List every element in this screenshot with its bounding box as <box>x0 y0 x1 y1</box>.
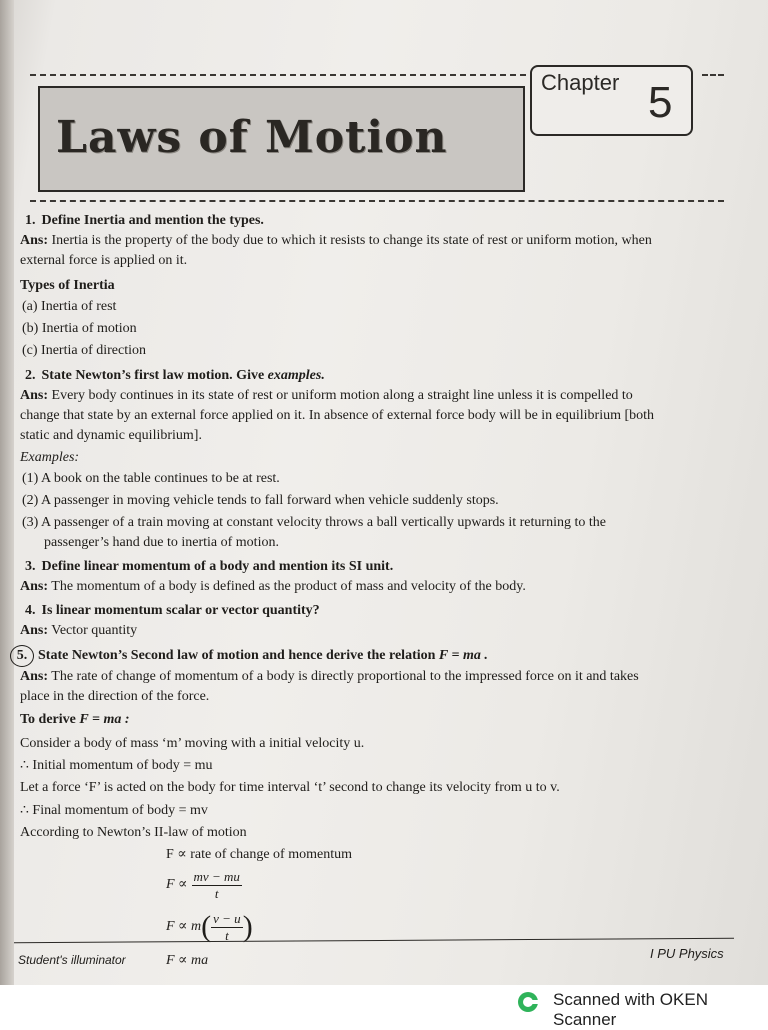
answer-5: Ans: The rate of change of momentum of a body is directly proportional to the impressed force on it and takes <box>20 669 639 684</box>
question-4: 4. Is linear momentum scalar or vector quantity? <box>25 603 320 618</box>
question-5: 5. State Newton’s Second law of motion and hence derive the relation F = ma . <box>20 645 725 667</box>
question-3: 3. Define linear momentum of a body and mention its SI unit. <box>25 559 394 574</box>
footer-left-text: Student's illuminator <box>18 953 126 967</box>
answer-2-cont: static and dynamic equilibrium]. <box>20 428 202 443</box>
list-item: (a) Inertia of rest <box>22 299 117 314</box>
list-item: (c) Inertia of direction <box>22 343 146 358</box>
header-dashed-rule-top <box>30 74 526 76</box>
question-1: 1. Define Inertia and mention the types. <box>25 213 264 228</box>
footer-right-text: I PU Physics <box>650 946 724 961</box>
derive-heading: To derive F = ma : <box>20 712 130 727</box>
derivation-line: Let a force ‘F’ is acted on the body for time interval ‘t’ second to change its velocity from u to v. <box>20 780 560 795</box>
formula-proportional: F ∝ rate of change of momentum <box>166 847 352 862</box>
derivation-line: ∴ Final momentum of body = mv <box>20 803 208 818</box>
formula-fraction-2: F ∝ m ( $\frac{v - u}{t}$ ) <box>166 910 253 943</box>
chapter-number: 5 <box>648 78 673 127</box>
derivation-line: According to Newton’s II-law of motion <box>20 825 247 840</box>
oken-scanner-icon <box>517 991 541 1013</box>
chapter-label: Chapter <box>541 70 620 95</box>
answer-1: Ans: Inertia is the property of the body due to which it resists to change its state of rest or uniform motion, when <box>20 233 652 248</box>
answer-3: Ans: The momentum of a body is defined as the product of mass and velocity of the body. <box>20 579 526 594</box>
scanner-watermark-text: Scanned with OKEN Scanner <box>553 990 708 1029</box>
list-item: (3) A passenger of a train moving at constant velocity throws a ball vertically upwards it returning to the <box>22 515 606 530</box>
chapter-title: Laws of Motion <box>56 112 448 163</box>
page-content <box>16 207 725 971</box>
answer-2-cont: change that state by an external force applied on it. In absence of external force body will be in equilibrium [both <box>20 408 655 423</box>
answer-2: Ans: Every body continues in its state of rest or uniform motion along a straight line unless it is compelled to <box>20 388 633 403</box>
derivation-line: ∴ Initial momentum of body = mu <box>20 758 213 773</box>
list-item: (b) Inertia of motion <box>22 321 137 336</box>
answer-1-cont: external force is applied on it. <box>20 253 188 268</box>
list-item: (1) A book on the table continues to be at rest. <box>22 471 280 486</box>
question-2: 2. State Newton’s first law motion. Give examples. <box>25 368 325 383</box>
answer-4: Ans: Vector quantity <box>20 623 138 638</box>
formula-fraction-1: F ∝ $\frac{mv - mu}{t}$ <box>166 868 240 901</box>
list-item: (2) A passenger in moving vehicle tends to fall forward when vehicle suddenly stops. <box>22 493 499 508</box>
types-heading: Types of Inertia <box>20 278 115 293</box>
formula-result: F ∝ ma <box>166 953 209 968</box>
answer-5-cont: place in the direction of the force. <box>20 689 210 704</box>
header-dashed-rule-bottom <box>30 200 724 202</box>
list-item-cont: passenger’s hand due to inertia of motion. <box>44 535 279 550</box>
circled-number: 5. <box>10 645 34 667</box>
examples-heading: Examples: <box>20 450 80 465</box>
header-dashed-rule-right <box>702 74 724 76</box>
derivation-line: Consider a body of mass ‘m’ moving with a initial velocity u. <box>20 736 365 751</box>
